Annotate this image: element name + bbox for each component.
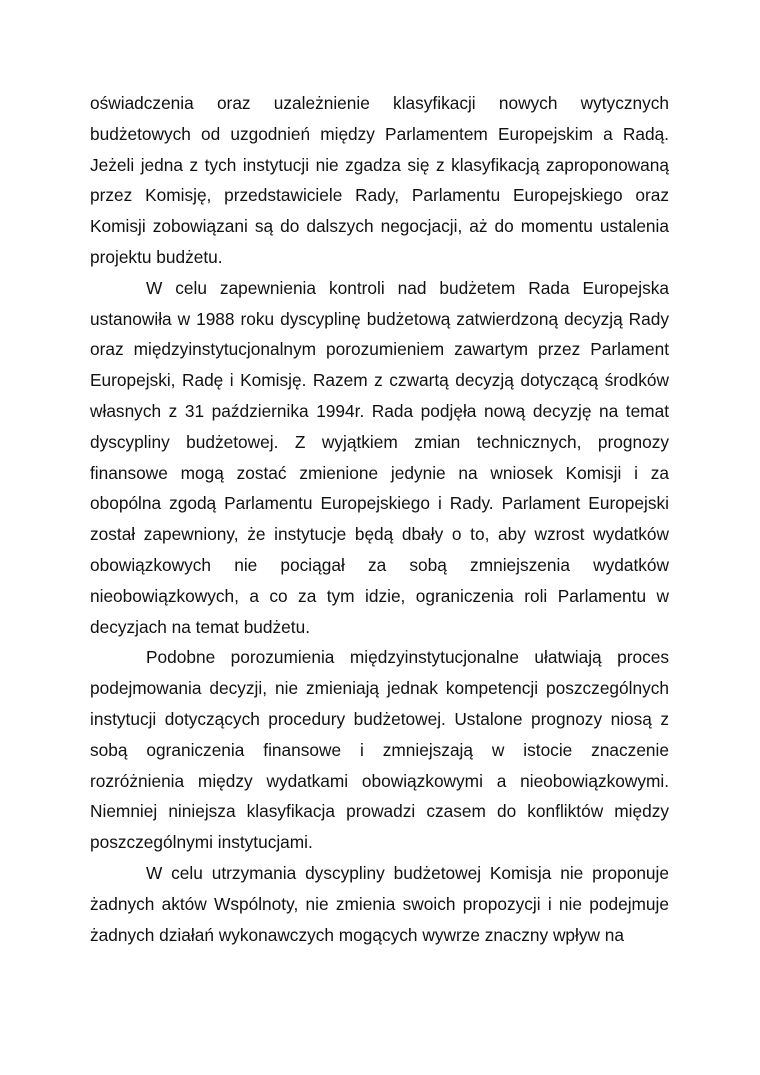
paragraph-2: W celu zapewnienia kontroli nad budżetem Rada Europejska ustanowiła w 1988 roku dyscyplinę budżetową zatwierdzoną decyzją Rady oraz międzyinstytucjonalnym porozumieniem zawartym przez Parlament Europejski, Radę i Komisję. Razem z czwartą decyzją dotyczącą środków własnych z 31 października 1994r. Rada podjęła nową decyzję na temat dyscypliny budżetowej. Z wyjątkiem zmian technicznych, prognozy finansowe mogą zostać zmienione jedynie na wniosek Komisji i za obopólna zgodą Parlamentu Europejskiego i Rady. Parlament Europejski został zapewniony, że instytucje będą dbały o to, aby wzrost wydatków obowiązkowych nie pociągał za sobą zmniejszenia wydatków nieobowiązkowych, a co za tym idzie, ograniczenia roli Parlamentu w decyzjach na temat budżetu.: [90, 277, 669, 637]
paragraph-1: oświadczenia oraz uzależnienie klasyfikacji nowych wytycznych budżetowych od uzgodnień między Parlamentem Europejskim a Radą. Jeżeli jedna z tych instytucji nie zgadza się z klasyfikacją zaproponowaną przez Komisję, przedstawiciele Rady, Parlamentu Europejskiego oraz Komisji zobowiązani są do dalszych negocjacji, aż do momentu ustalenia projektu budżetu.: [90, 93, 669, 267]
document-page: [90, 88, 669, 950]
paragraph-3: Podobne porozumienia międzyinstytucjonalne ułatwiają proces podejmowania decyzji, nie zmieniają jednak kompetencji poszczególnych instytucji dotyczących procedury budżetowej. Ustalone prognozy niosą z sobą ograniczenia finansowe i zmniejszają w istocie znaczenie rozróżnienia między wydatkami obowiązkowymi a nieobowiązkowymi. Niemniej niniejsza klasyfikacja prowadzi czasem do konfliktów między poszczególnymi instytucjami.: [90, 647, 669, 853]
paragraph-4: W celu utrzymania dyscypliny budżetowej Komisja nie proponuje żadnych aktów Wspólnoty, nie zmienia swoich propozycji i nie podejmuje żadnych działań wykonawczych mogących wywrze znaczny wpływ na: [90, 862, 669, 945]
